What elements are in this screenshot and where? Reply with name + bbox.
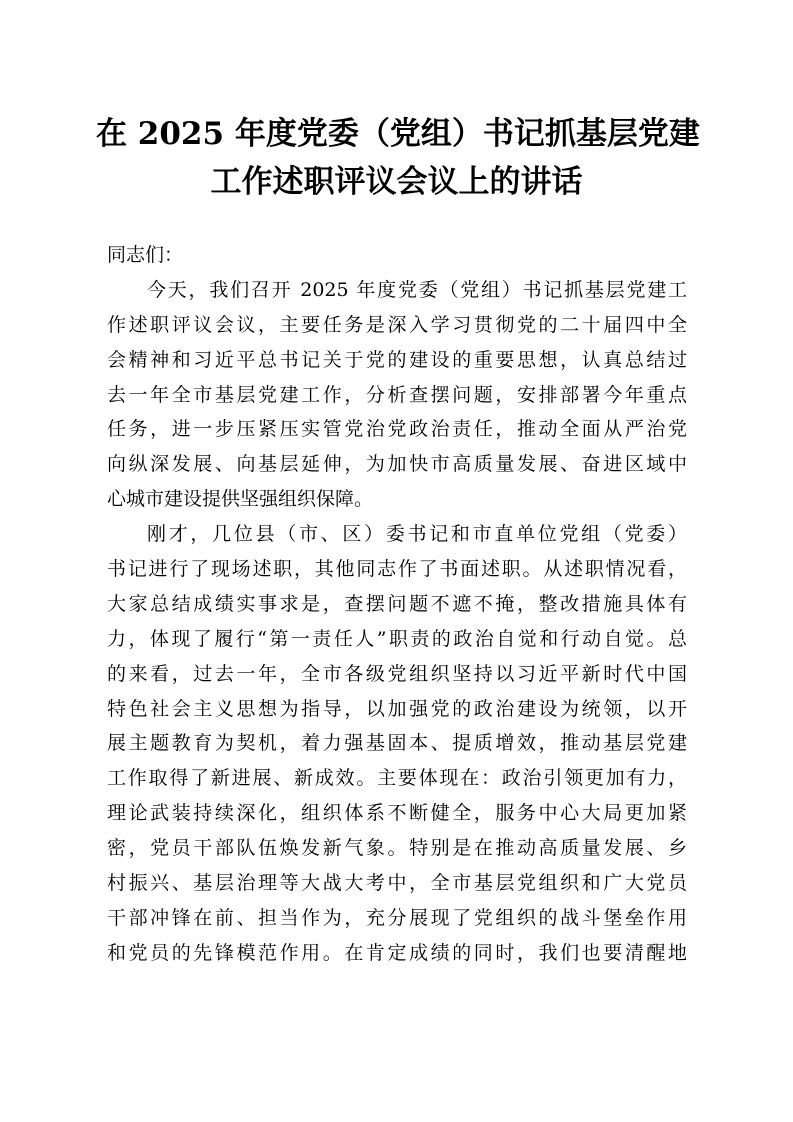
paragraph-line: 向纵深发展、向基层延伸，为加快市高质量发展、奋进区域中 xyxy=(107,453,687,476)
paragraph-line: 力，体现了履行“第一责任人”职责的政治自觉和行动自觉。总 xyxy=(107,627,687,650)
paragraph-line: 大家总结成绩实事求是，查摆问题不遮不掩，整改措施具体有 xyxy=(107,592,687,615)
paragraph-line: 今天，我们召开 2025 年度党委（党组）书记抓基层党建工 xyxy=(147,278,687,301)
document-body xyxy=(107,238,687,971)
paragraph-line: 和党员的先锋模范作用。在肯定成绩的同时，我们也要清醒地 xyxy=(107,941,687,964)
paragraph-line: 的来看，过去一年，全市各级党组织坚持以习近平新时代中国 xyxy=(107,662,687,685)
paragraph-line: 作述职评议会议，主要任务是深入学习贯彻党的二十届四中全 xyxy=(107,313,687,336)
paragraph-line: 干部冲锋在前、担当作为，充分展现了党组织的战斗堡垒作用 xyxy=(107,906,687,929)
document-title xyxy=(96,110,700,206)
paragraph-line: 密，党员干部队伍焕发新气象。特别是在推动高质量发展、乡 xyxy=(107,837,687,860)
paragraph-line: 会精神和习近平总书记关于党的建设的重要思想，认真总结过 xyxy=(107,348,687,371)
paragraph-1 xyxy=(107,273,687,517)
paragraph-line: 书记进行了现场述职，其他同志作了书面述职。从述职情况看， xyxy=(107,558,687,581)
paragraph-line: 去一年全市基层党建工作，分析查摆问题，安排部署今年重点 xyxy=(107,383,687,406)
paragraph-2 xyxy=(107,517,687,971)
paragraph-line: 心城市建设提供坚强组织保障。 xyxy=(107,488,374,511)
paragraph-line: 刚才，几位县（市、区）委书记和市直单位党组（党委） xyxy=(147,523,687,546)
paragraph-line: 理论武装持续深化，组织体系不断健全，服务中心大局更加紧 xyxy=(107,802,687,825)
paragraph-line: 展主题教育为契机，着力强基固本、提质增效，推动基层党建 xyxy=(107,732,687,755)
salutation: 同志们： xyxy=(107,244,184,266)
paragraph-line: 村振兴、基层治理等大战大考中，全市基层党组织和广大党员 xyxy=(107,872,687,895)
title-line-1: 在 2025 年度党委（党组）书记抓基层党建 xyxy=(96,116,700,152)
paragraph-line: 特色社会主义思想为指导，以加强党的政治建设为统领，以开 xyxy=(107,697,687,720)
paragraph-line: 工作取得了新进展、新成效。主要体现在：政治引领更加有力， xyxy=(107,767,687,790)
paragraph-line: 任务，进一步压紧压实管党治党政治责任，推动全面从严治党 xyxy=(107,418,687,441)
title-line-2: 工作述职评议会议上的讲话 xyxy=(210,164,583,200)
